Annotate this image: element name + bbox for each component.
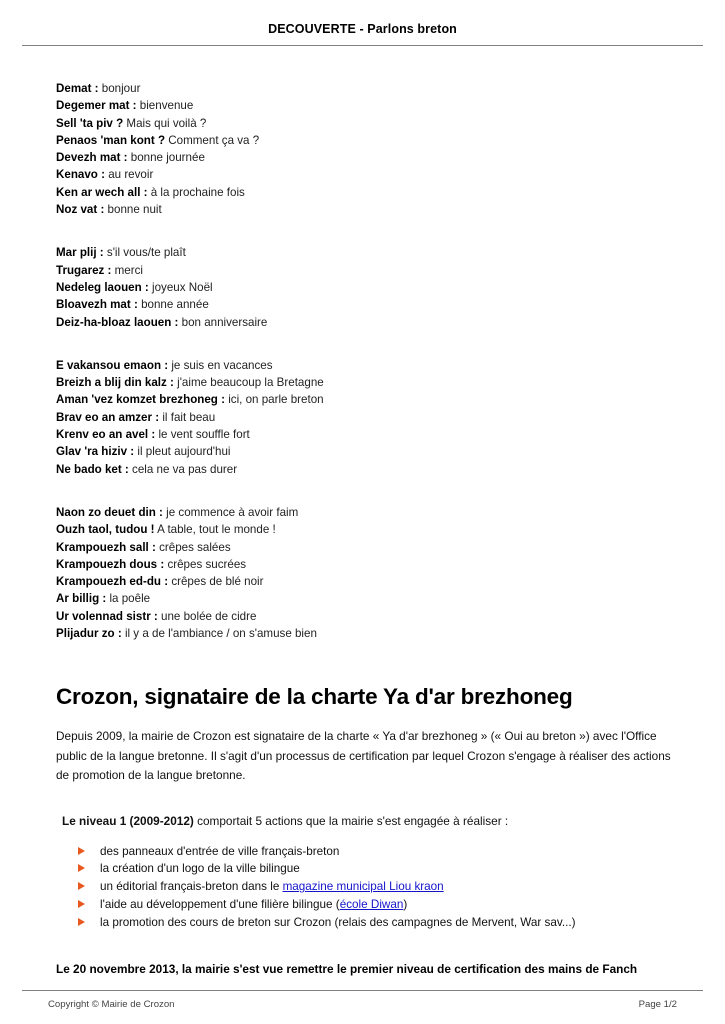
vocabulary-entry xyxy=(56,426,677,443)
breton-term: Brav eo an amzer : xyxy=(56,410,160,424)
french-gloss: crêpes salées xyxy=(159,540,231,554)
french-gloss: la poêle xyxy=(109,592,151,606)
french-gloss: il pleut aujourd'hui xyxy=(137,445,231,459)
vocabulary-entry xyxy=(56,539,677,556)
breton-term: Noz vat : xyxy=(56,203,105,217)
footer-divider xyxy=(22,990,703,991)
level-one-rest: comportait 5 actions que la mairie s'est engagée à réaliser : xyxy=(193,813,509,828)
breton-term: Krampouezh dous : xyxy=(56,557,165,571)
inline-link[interactable]: école Diwan xyxy=(339,898,404,911)
french-gloss: A table, tout le monde ! xyxy=(157,523,276,537)
breton-term: E vakansou emaon : xyxy=(56,358,169,372)
breton-term: Nedeleg laouen : xyxy=(56,280,149,294)
french-gloss: bonne année xyxy=(141,298,209,312)
list-item xyxy=(78,878,677,896)
vocabulary-entry xyxy=(56,115,677,132)
vocabulary-entry xyxy=(56,409,677,426)
vocabulary-entry xyxy=(56,556,677,573)
vocabulary-entry xyxy=(56,149,677,166)
breton-term: Deiz-ha-bloaz laouen : xyxy=(56,315,179,329)
french-gloss: merci xyxy=(114,263,143,277)
list-item xyxy=(78,914,677,932)
level-one-label: Le niveau 1 (2009-2012) xyxy=(62,813,194,828)
french-gloss: Mais qui voilà ? xyxy=(126,116,207,130)
triangle-bullet-icon xyxy=(78,900,85,908)
breton-term: Aman 'vez komzet brezhoneg : xyxy=(56,393,225,407)
group-spacer xyxy=(56,218,677,244)
vocabulary-entry xyxy=(56,443,677,460)
list-item-text: l'aide au développement d'une filière bilingue ( xyxy=(100,898,340,911)
group-spacer xyxy=(56,478,677,504)
group-spacer xyxy=(56,331,677,357)
french-gloss: crêpes sucrées xyxy=(167,557,247,571)
page-title: DECOUVERTE - Parlons breton xyxy=(268,22,457,36)
level-one-intro xyxy=(56,812,677,831)
french-gloss: joyeux Noël xyxy=(152,280,213,294)
vocabulary-entry xyxy=(56,625,677,642)
vocabulary-entry xyxy=(56,461,677,478)
list-item-text-suffix: ) xyxy=(403,898,408,911)
breton-term: Devezh mat : xyxy=(56,151,128,165)
vocabulary-entry xyxy=(56,357,677,374)
french-gloss: une bolée de cidre xyxy=(161,609,257,623)
vocabulary-entry xyxy=(56,80,677,97)
french-gloss: bienvenue xyxy=(139,99,194,113)
vocabulary-entry xyxy=(56,590,677,607)
breton-term: Plijadur zo : xyxy=(56,627,122,641)
vocabulary-entry xyxy=(56,573,677,590)
breton-term: Kenavo : xyxy=(56,168,105,182)
breton-term: Glav 'ra hiziv : xyxy=(56,445,135,459)
list-item xyxy=(78,896,677,914)
inline-link[interactable]: magazine municipal Liou kraon xyxy=(282,880,444,894)
vocabulary-entry xyxy=(56,521,677,538)
vocabulary-entry xyxy=(56,608,677,625)
vocabulary-entry xyxy=(56,279,677,296)
breton-term: Sell 'ta piv ? xyxy=(56,116,124,130)
vocabulary-entry xyxy=(56,391,677,408)
vocabulary-entry xyxy=(56,314,677,331)
french-gloss: Comment ça va ? xyxy=(168,133,260,147)
french-gloss: bon anniversaire xyxy=(181,315,268,329)
french-gloss: bonjour xyxy=(101,82,141,95)
actions-list xyxy=(56,843,677,932)
french-gloss: s'il vous/te plaît xyxy=(106,246,186,260)
list-item-text: la création d'un logo de la ville bilingue xyxy=(100,862,300,876)
french-gloss: je commence à avoir faim xyxy=(166,505,299,519)
section-title: Crozon, signataire de la charte Ya d'ar brezhoneg xyxy=(56,684,573,710)
triangle-bullet-icon xyxy=(78,918,85,926)
breton-term: Ken ar wech all : xyxy=(56,185,148,199)
french-gloss: j'aime beaucoup la Bretagne xyxy=(177,376,324,390)
footer-copyright: Copyright © Mairie de Crozon xyxy=(48,999,175,1010)
document-content xyxy=(0,46,725,978)
breton-term: Ar billig : xyxy=(56,592,107,606)
french-gloss: ici, on parle breton xyxy=(228,393,324,407)
footer-page-number: Page 1/2 xyxy=(638,999,677,1010)
french-gloss: crêpes de blé noir xyxy=(171,575,264,589)
vocabulary-entry xyxy=(56,262,677,279)
french-gloss: il y a de l'ambiance / on s'amuse bien xyxy=(124,627,317,641)
french-gloss: au revoir xyxy=(108,168,154,182)
breton-term: Penaos 'man kont ? xyxy=(56,133,166,147)
french-gloss: je suis en vacances xyxy=(171,358,273,372)
french-gloss: bonne nuit xyxy=(107,203,162,217)
list-item-text: des panneaux d'entrée de ville français-breton xyxy=(100,844,340,858)
vocabulary-entry xyxy=(56,184,677,201)
vocabulary-entry xyxy=(56,296,677,313)
french-gloss: le vent souffle fort xyxy=(158,428,250,442)
french-gloss: bonne journée xyxy=(130,151,205,165)
list-item-text: la promotion des cours de breton sur Crozon (relais des campagnes de Mervent, War sav...) xyxy=(100,915,576,929)
vocabulary-group xyxy=(56,244,677,330)
closing-paragraph: Le 20 novembre 2013, la mairie s'est vue remettre le premier niveau de certification des mains de Fanch xyxy=(56,961,638,976)
list-item xyxy=(78,860,677,878)
breton-term: Ouzh taol, tudou ! xyxy=(56,523,155,537)
breton-term: Breizh a blij din kalz : xyxy=(56,376,174,390)
section-paragraph: Depuis 2009, la mairie de Crozon est signataire de la charte « Ya d'ar brezhoneg » (« Oui au breton ») avec l'Office public de la langue bretonne. Il s'agit d'un processus de certification par lequel Crozon s'engage à réaliser des actions de promotion de la langue bretonne. xyxy=(56,729,671,783)
vocabulary-group xyxy=(56,504,677,642)
list-item xyxy=(78,843,677,861)
vocabulary-entry xyxy=(56,504,677,521)
breton-term: Krampouezh sall : xyxy=(56,540,156,554)
vocabulary-group xyxy=(56,357,677,478)
breton-term: Degemer mat : xyxy=(56,99,137,113)
breton-term: Bloavezh mat : xyxy=(56,298,138,312)
vocabulary-entry xyxy=(56,166,677,183)
triangle-bullet-icon xyxy=(78,882,85,890)
vocabulary-entry xyxy=(56,97,677,114)
breton-term: Naon zo deuet din : xyxy=(56,505,163,519)
breton-term: Mar plij : xyxy=(56,246,104,260)
breton-term: Ur volennad sistr : xyxy=(56,609,158,623)
triangle-bullet-icon xyxy=(78,864,85,872)
french-gloss: cela ne va pas durer xyxy=(132,462,238,476)
page-footer xyxy=(48,999,677,1010)
vocabulary-group xyxy=(56,46,677,218)
vocabulary-entry xyxy=(56,201,677,218)
breton-term: Krenv eo an avel : xyxy=(56,428,156,442)
french-gloss: il fait beau xyxy=(162,410,216,424)
breton-term: Trugarez : xyxy=(56,263,112,277)
french-gloss: à la prochaine fois xyxy=(150,185,245,199)
vocabulary-entry xyxy=(56,244,677,261)
breton-term: Ne bado ket : xyxy=(56,462,129,476)
vocabulary-list xyxy=(56,46,677,642)
vocabulary-entry xyxy=(56,374,677,391)
breton-term: Demat : xyxy=(56,82,99,95)
breton-term: Krampouezh ed-du : xyxy=(56,575,169,589)
triangle-bullet-icon xyxy=(78,847,85,855)
vocabulary-entry xyxy=(56,132,677,149)
list-item-text: un éditorial français-breton dans le xyxy=(100,880,283,894)
